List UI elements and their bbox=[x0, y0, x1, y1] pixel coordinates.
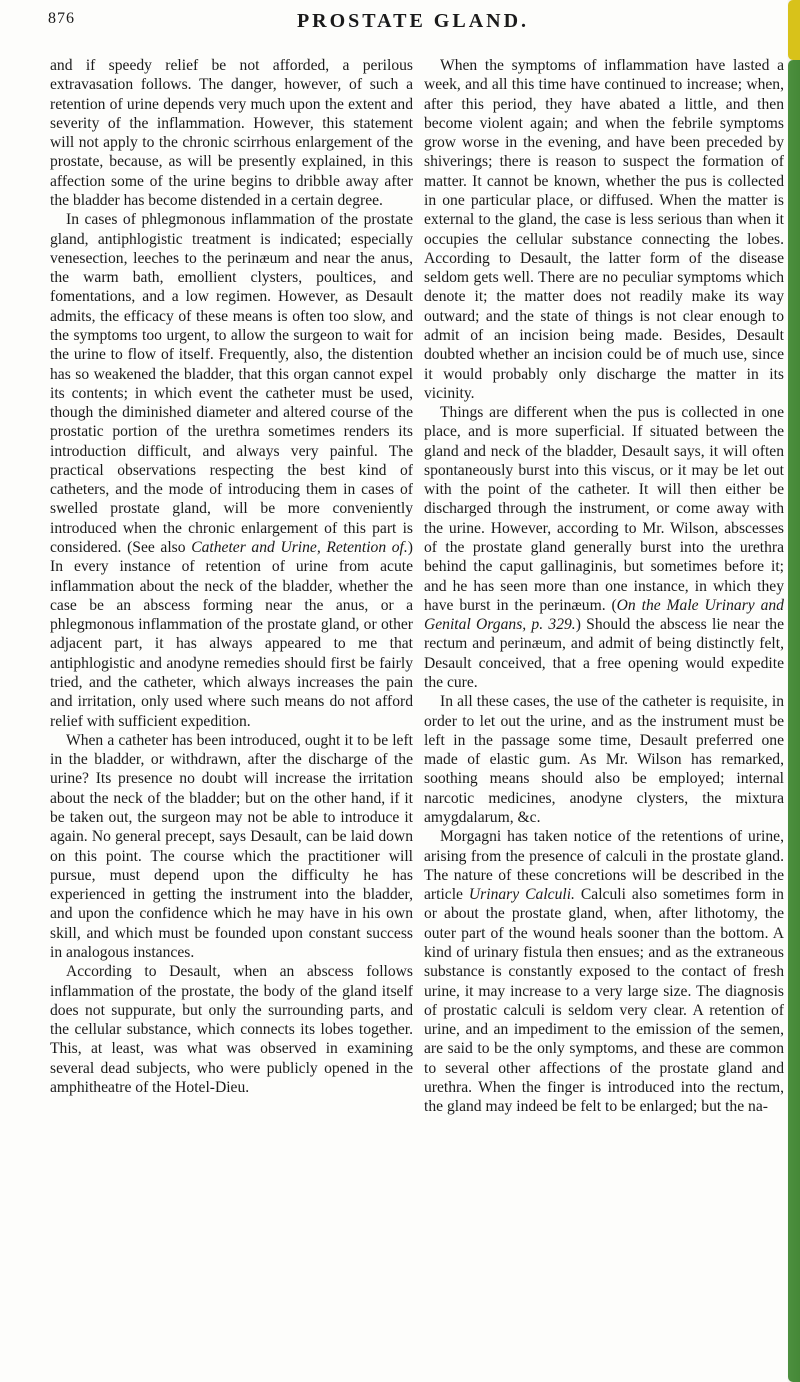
paragraph: In all these cases, the use of the catheter is requisite, in order to let out the urine, and as the instrument must be left in the passage some time, Desault preferred one made of elastic gum. As Mr. Wilson has remarked, soothing means should also be employed; internal narcotic medicines, anodyne clysters, the mixtura amygdalarum, &c. bbox=[424, 693, 784, 826]
page-tab-marker bbox=[788, 60, 800, 1382]
running-title: PROSTATE GLAND. bbox=[296, 10, 530, 32]
cross-reference: On the Male Urinary and Genital Organs, p. 329. bbox=[424, 596, 784, 634]
paragraph: Things are different when the pus is collected in one place, and is more superficial. If situated between the gland and neck of the bladder, Desault says, it will often spontaneously burst into this viscus, or it may be let out with the point of the catheter. It will then either be discharged through the instrument, or come away with the urine. However, according to Mr. Wilson, abscesses of the prostate gland generally burst into the urethra behind the caput gallinaginis, but sometimes before it; and he has seen more than one instance, in which they have burst in the perinæum. (On the Male Urinary and Genital Organs, p. 329.) Should the abscess lie near the rectum and perinæum, and admit of being distinctly felt, Desault conceived, that a free opening would expedite the cure. bbox=[424, 404, 784, 691]
page-tab-marker bbox=[788, 0, 800, 60]
paragraph: According to Desault, when an abscess follows inflammation of the prostate, the body of the gland itself does not suppurate, but only the surrounding parts, and the cellular substance, which connects its lobes together. This, at least, was what was observed in examining several dead subjects, who were publicly opened in the amphitheatre of the Hotel-Dieu. bbox=[50, 963, 413, 1096]
paragraph: Morgagni has taken notice of the retentions of urine, arising from the presence of calculi in the prostate gland. The nature of these concretions will be described in the article Urinary Calculi. Calculi also sometimes form in or about the prostate gland, when, after lithotomy, the outer part of the wound heals sooner than the bottom. A kind of urinary fistula then ensues; and as the extraneous substance is constantly exposed to the contact of fresh urine, it may increase to a very large size. The diagnosis of prostatic calculi is seldom very clear. A retention of urine, and an impediment to the emission of the semen, are said to be the only symptoms, and these are common to several other affections of the prostate gland and urethra. When the finger is introduced into the rectum, the gland may indeed be felt to be enlarged; but the na- bbox=[424, 828, 784, 1116]
page-header bbox=[48, 6, 778, 36]
right-column bbox=[424, 56, 784, 1116]
paragraph: When the symptoms of inflammation have lasted a week, and all this time have continued to increase; when, after this period, they have abated a little, and then become violent again; and when the febrile symptoms grow worse in the evening, and have been preceded by shiverings; there is reason to suspect the formation of matter. It cannot be known, whether the pus is collected in one particular place, or diffused. When the matter is external to the gland, the case is less serious than when it occupies the cellular substance connecting the lobes. According to Desault, the latter form of the disease seldom gets well. There are no peculiar symptoms which denote it; the matter does not readily make its way outward; and the state of things is not clear enough to admit of an incision being made. Besides, Desault doubted whether an incision could be of much use, since it would probably only discharge the matter in its vicinity. bbox=[424, 57, 784, 402]
page-number: 876 bbox=[48, 10, 75, 27]
cross-reference: Catheter and Urine, Retention of. bbox=[191, 539, 408, 557]
paragraph: When a catheter has been introduced, ought it to be left in the bladder, or withdrawn, after the discharge of the urine? Its presence no doubt will increase the irritation about the neck of the bladder; but on the other hand, if it be taken out, the surgeon may not be able to introduce it again. No general precept, says Desault, can be laid down on this point. The course which the practitioner will pursue, must depend upon the difficulty he has experienced in getting the instrument into the bladder, and upon the confidence which he may have in his own skill, and which must be founded upon constant success in analogous instances. bbox=[50, 731, 413, 961]
paragraph: and if speedy relief be not afforded, a perilous extravasation follows. The danger, however, of such a retention of urine depends very much upon the extent and severity of the inflammation. However, this statement will not apply to the chronic scirrhous enlargement of the prostate, because, as will be presently explained, in this affection some of the urine begins to dribble away after the bladder has become distended in a certain degree. bbox=[50, 57, 413, 209]
cross-reference: Urinary Calculi. bbox=[468, 886, 575, 904]
left-column bbox=[50, 56, 413, 1097]
paragraph: In cases of phlegmonous inflammation of the prostate gland, antiphlogistic treatment is indicated; especially venesection, leeches to the perinæum and near the anus, the warm bath, emollient clysters, poultices, and fomentations, and a low regimen. However, as Desault admits, the efficacy of these means is often too slow, and the symptoms too urgent, to allow the surgeon to wait for the urine to flow of itself. Frequently, also, the distention has so weakened the bladder, that this organ cannot expel its contents; in which event the catheter must be used, though the diminished diameter and altered course of the prostatic portion of the urethra sometimes renders its introduction difficult, and always very painful. The practical observations respecting the best kind of catheters, and the mode of introducing them in cases of swelled prostate gland, will be more conveniently introduced when the chronic enlargement of this part is considered. (See also Catheter and Urine, Retention of.) In every instance of retention of urine from acute inflammation about the neck of the bladder, whether the case be an abscess forming near the anus, or a phlegmonous inflammation of the prostate gland, or other adjacent part, it has always appeared to me that antiphlogistic and anodyne remedies should first be fairly tried, and the catheter, which always increases the pain and irritation, only used where such means do not afford relief with sufficient expedition. bbox=[50, 211, 413, 730]
